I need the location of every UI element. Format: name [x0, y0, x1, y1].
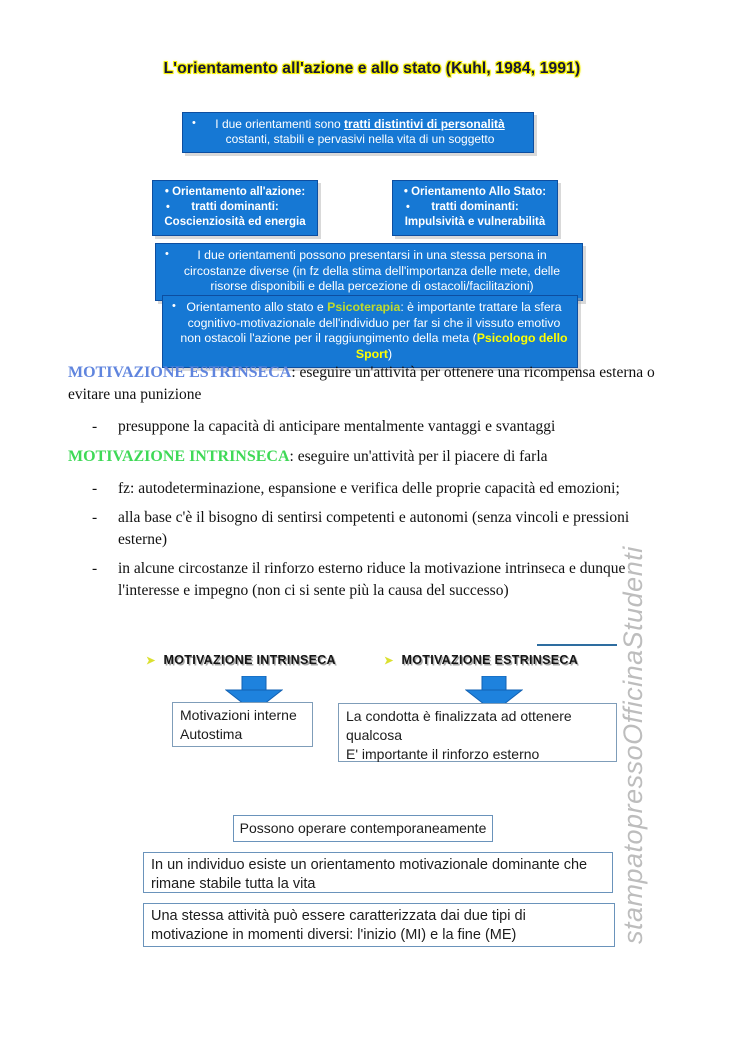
diagram-heading-extrinsic: ➤ MOTIVAZIONE ESTRINSECA — [384, 653, 579, 667]
intrinsic-definition: : eseguire un'attività per il piacere di farla — [289, 448, 548, 465]
extrinsic-result-line1: La condotta è finalizzata ad ottenere qualcosa — [346, 708, 572, 743]
bullet-icon: • — [403, 186, 408, 198]
extrinsic-definition: : eseguire un'attività per ottenere una ricompensa esterna o evitare una punizione — [68, 364, 655, 403]
list-item: - alla base c'è il bisogno di sentirsi competenti e autonomi (senza vincoli e pressioni esterne) — [118, 507, 664, 551]
action-orientation-box — [152, 180, 318, 236]
action-box-line1: • Orientamento all'azione: — [164, 186, 306, 198]
extrinsic-result-box — [338, 703, 617, 762]
state-box-line3: Impulsività e vulnerabilità — [404, 216, 546, 228]
dominant-orientation-box: In un individuo esiste un orientamento motivazionale dominante che rimane stabile tutta la vita — [143, 852, 613, 893]
intro-box-emphasis: tratti distintivi di personalità — [344, 117, 505, 131]
bullet-icon: • — [166, 201, 170, 213]
divider-line — [537, 644, 617, 646]
sport-psychologist-highlight: Psicologo dello Sport — [355, 331, 568, 361]
state-box-line2: • tratti dominanti: — [406, 201, 519, 213]
bullet-icon: • — [165, 248, 169, 260]
arrow-bullet-icon: ➤ — [146, 655, 156, 667]
bullet-icon: • — [406, 201, 410, 213]
intrinsic-result-box — [172, 702, 313, 747]
diagram-heading-intrinsic: ➤ MOTIVAZIONE INTRINSECA — [146, 653, 336, 667]
simultaneous-box: Possono operare contemporaneamente — [233, 815, 493, 842]
action-box-line2: • tratti dominanti: — [166, 201, 279, 213]
intrinsic-result-line2: Autostima — [180, 726, 243, 742]
intro-box-prefix: I due orientamenti sono — [215, 117, 345, 131]
psicoterapia-highlight: Psicoterapia — [327, 300, 401, 314]
both-orientations-box — [155, 243, 583, 301]
body-text — [68, 362, 664, 610]
therapy-box-post: ) — [388, 346, 393, 361]
page-title: L'orientamento all'azione e allo stato (Kuhl, 1984, 1991) — [163, 60, 581, 77]
both-box-text: I due orientamenti possono presentarsi in una stessa persona in circostanze diverse (in fz della stima dell'importanza delle mete, delle risorse disponibili e della percezione di ostacoli/facilitazioni) — [183, 248, 561, 293]
state-orientation-box — [392, 180, 558, 236]
list-item: - presuppone la capacità di anticipare mentalmente vantaggi e svantaggi — [118, 416, 664, 438]
therapy-box-mid: : è importante trattare la sfera cognitivo-motivazionale dell'individuo per far si che il vissuto emotivo non ostacoli l'azione per il raggiungimento della meta ( — [180, 300, 562, 345]
bullet-icon: • — [164, 186, 169, 198]
watermark: stampatopressoOfficinaStudenti — [618, 546, 648, 944]
extrinsic-paragraph — [68, 362, 664, 406]
intrinsic-result-line1: Motivazioni interne — [180, 707, 297, 723]
action-box-line3: Coscienziosità ed energia — [164, 216, 306, 228]
state-box-line1: • Orientamento Allo Stato: — [403, 186, 547, 198]
intro-box-line2: costanti, stabili e pervasivi nella vita di un soggetto — [225, 132, 495, 146]
intrinsic-bullets — [68, 478, 664, 602]
extrinsic-bullets — [68, 416, 664, 438]
intrinsic-paragraph — [68, 446, 664, 468]
therapy-box-pre: Orientamento allo stato e — [186, 300, 328, 314]
list-item: - fz: autodeterminazione, espansione e verifica delle proprie capacità ed emozioni; — [118, 478, 664, 500]
extrinsic-result-line2: E' importante il rinforzo esterno — [346, 746, 540, 762]
list-item: - in alcune circostanze il rinforzo esterno riduce la motivazione intrinseca e dunque l'interesse e impegno (non ci si sente più la causa del successo) — [118, 558, 664, 602]
intrinsic-heading: MOTIVAZIONE INTRINSECA — [68, 448, 290, 465]
arrow-bullet-icon: ➤ — [384, 655, 394, 667]
intro-box — [182, 112, 534, 153]
extrinsic-heading: MOTIVAZIONE ESTRINSECA — [68, 364, 292, 381]
psychotherapy-box — [162, 295, 578, 368]
bullet-icon: • — [192, 117, 196, 129]
bullet-icon: • — [172, 300, 176, 312]
two-types-box: Una stessa attività può essere caratterizzata dai due tipi di motivazione in momenti diversi: l'inizio (MI) e la fine (ME) — [143, 903, 615, 947]
